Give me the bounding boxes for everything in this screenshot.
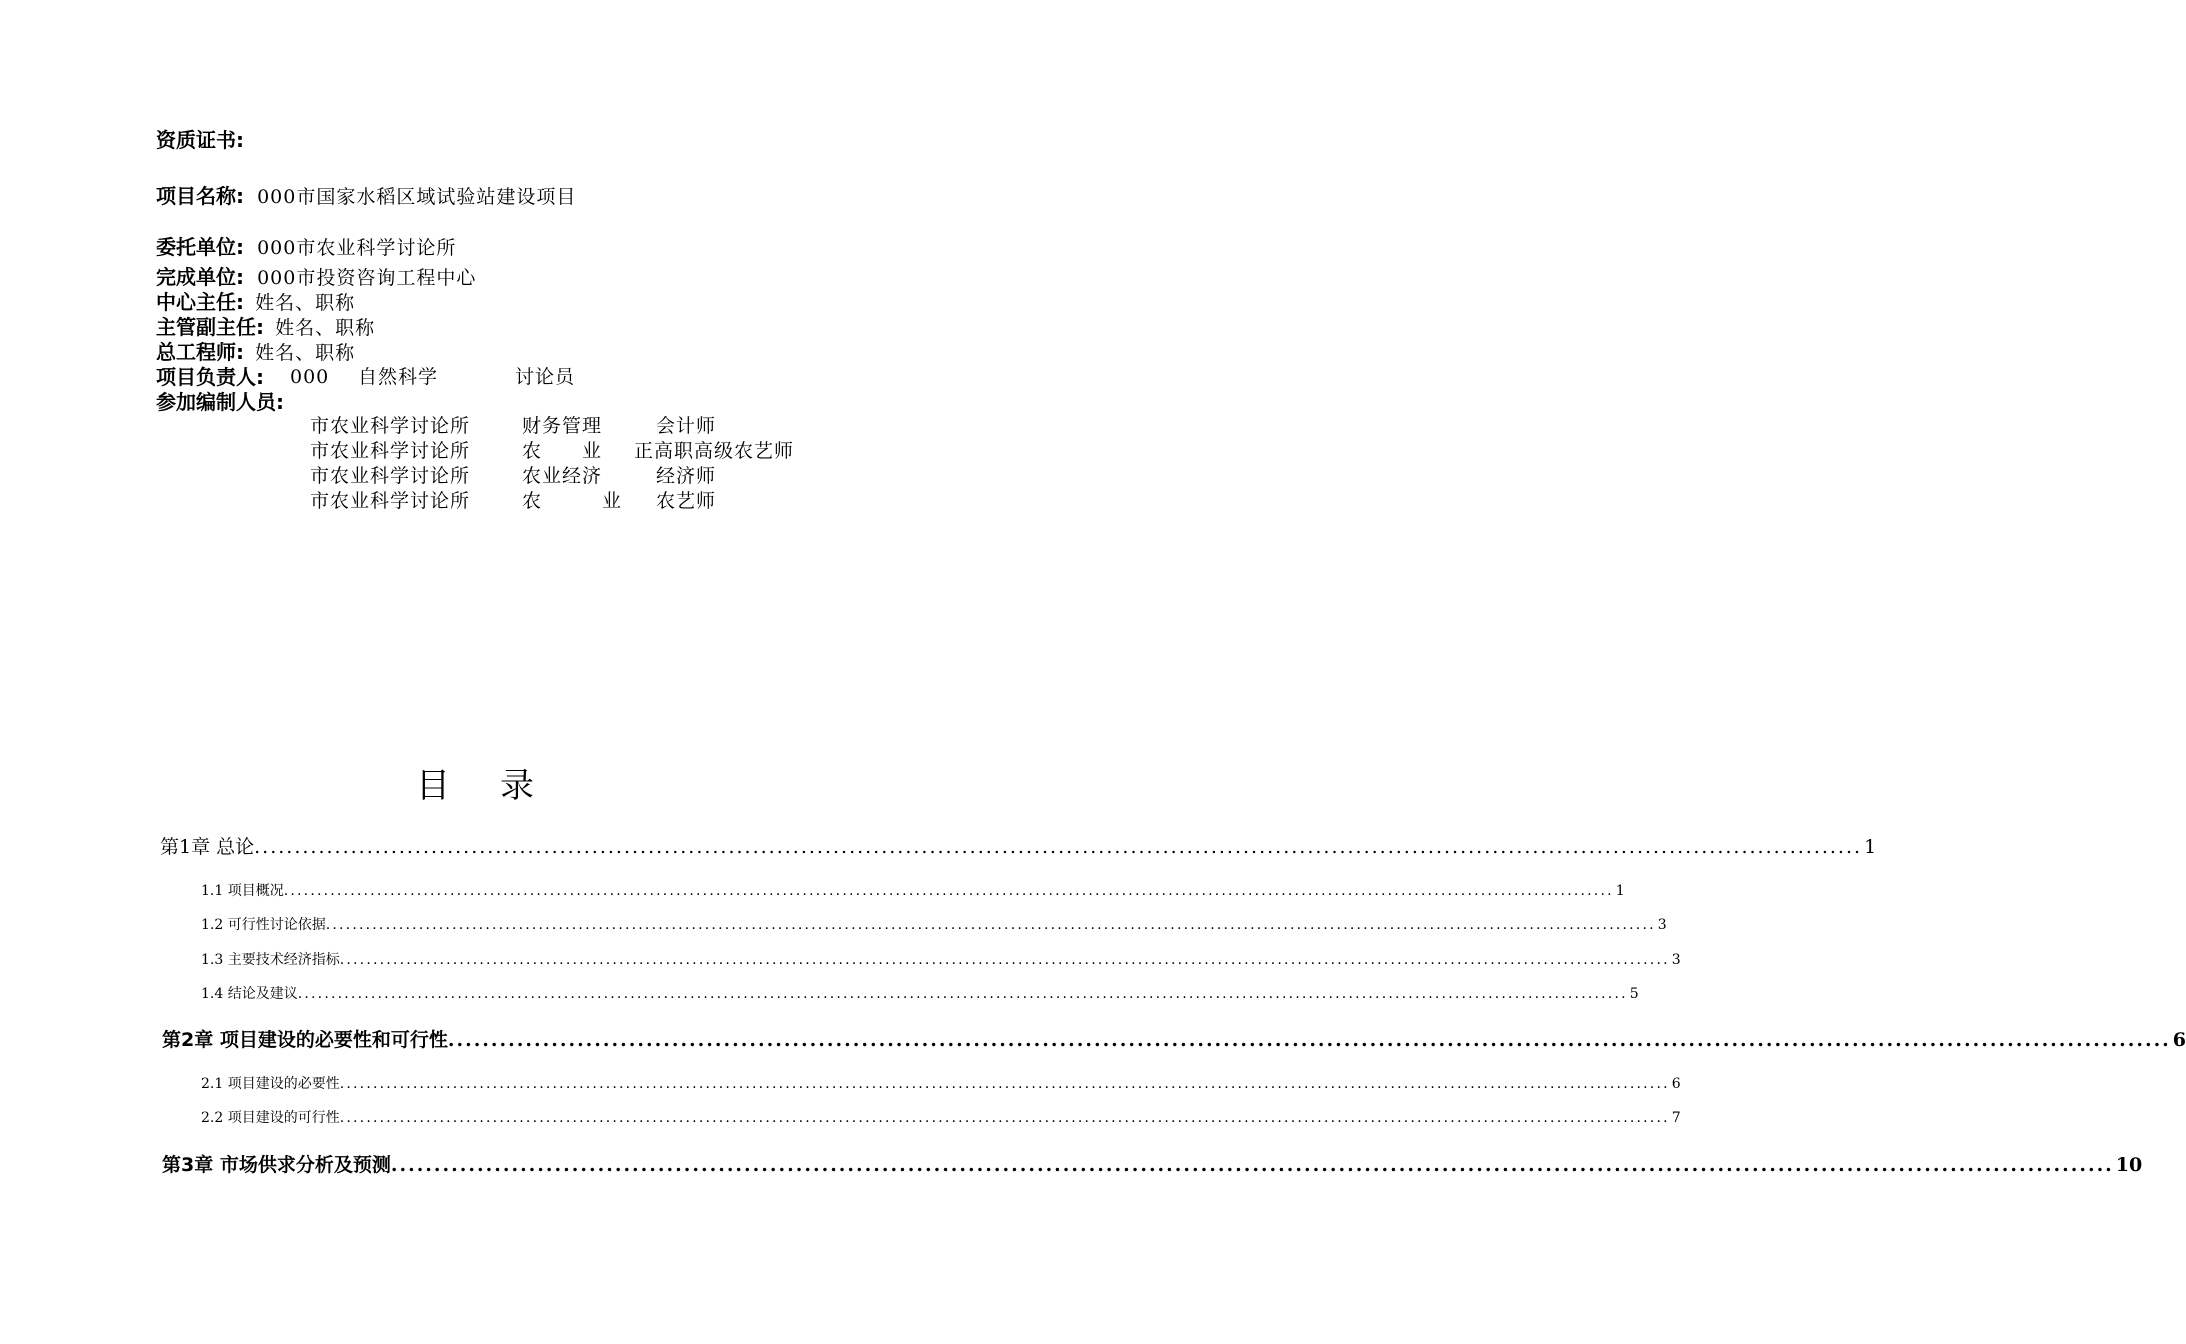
director-label: 中心主任: [156,290,244,314]
lead-label: 项目负责人: [156,365,264,389]
chief-engineer-value: 姓名、职称 [255,342,356,364]
staff-field: 财务管理 [522,415,603,437]
staff-org: 市农业科学讨论所 [310,440,471,462]
toc-entry-page: 1 [1615,883,1625,899]
toc-entry-chapter-2[interactable] [162,1025,2186,1052]
staff-field: 农 业 [522,490,623,512]
lead-name: 000 [290,366,330,388]
toc-entry-page: 1 [1864,836,1877,858]
executor-line [156,263,476,291]
toc-entry-text: 第2章 项目建设的必要性和可行性 [162,1029,448,1051]
toc-entry-section-1-4[interactable] [201,983,1639,1003]
staff-title: 经济师 [656,465,717,487]
client-value: 000市农业科学讨论所 [257,237,457,259]
toc-leader-dots: ........................................................................................................................................................................................................ [339,1110,1670,1126]
lead-title: 讨论员 [515,366,576,388]
toc-leader-dots: ........................................................................................................................................................................................................ [339,1076,1670,1092]
staff-title: 会计师 [656,415,717,437]
toc-entry-text: 1.4 结论及建议 [201,986,298,1002]
toc-entry-section-1-3[interactable] [201,949,1681,969]
toc-entry-section-1-2[interactable] [201,914,1667,934]
toc-entry-page: 6 [1671,1076,1681,1092]
project-name-label: 项目名称: [156,184,244,208]
toc-entry-section-2-2[interactable] [201,1107,1681,1127]
toc-entry-page: 3 [1657,917,1667,933]
project-name-value: 000市国家水稻区域试验站建设项目 [257,186,577,208]
toc-entry-text: 2.1 项目建设的必要性 [201,1076,340,1092]
toc-leader-dots: ........................................................................................................................................................................................................ [339,952,1670,968]
toc-entry-section-2-1[interactable] [201,1073,1681,1093]
staff-org: 市农业科学讨论所 [310,415,471,437]
staff-org: 市农业科学讨论所 [310,465,471,487]
toc-entry-text: 第1章 总论 [160,836,255,858]
toc-entry-text: 第3章 市场供求分析及预测 [162,1154,391,1176]
toc-leader-dots: ........................................................................................................................................................................................................ [297,986,1628,1002]
lead-field: 自然科学 [358,366,439,388]
toc-entry-section-1-1[interactable] [201,880,1625,900]
toc-entry-page: 5 [1629,986,1639,1002]
toc-title: 目录 [416,766,584,806]
deputy-value: 姓名、职称 [275,317,376,339]
staff-title: 正高职高级农艺师 [634,440,795,462]
toc-leader-dots: ........................................................................................................................................................................................................ [254,836,1863,858]
lead-line [156,363,576,391]
toc-entry-text: 1.2 可行性讨论依据 [201,917,326,933]
qualification-label: 资质证书: [156,128,244,152]
toc-leader-dots: ........................................................................................................................................................................................................ [390,1154,2114,1176]
staff-label-line [156,388,284,416]
staff-label: 参加编制人员: [156,390,284,414]
toc-entry-page: 6 [2172,1029,2186,1051]
toc-entry-page: 10 [2115,1154,2143,1176]
staff-field: 农 业 [522,440,603,462]
toc-entry-chapter-3[interactable] [162,1150,2143,1177]
director-value: 姓名、职称 [255,292,356,314]
toc-entry-text: 1.1 项目概况 [201,883,284,899]
chief-engineer-label: 总工程师: [156,340,244,364]
client-line [156,233,456,261]
toc-leader-dots: ........................................................................................................................................................................................................ [283,883,1614,899]
project-name-line [156,182,576,210]
executor-label: 完成单位: [156,265,244,289]
client-label: 委托单位: [156,235,244,259]
toc-entry-page: 7 [1671,1110,1681,1126]
chief-engineer-line [156,338,355,366]
staff-field: 农业经济 [522,465,603,487]
toc-entry-page: 3 [1671,952,1681,968]
toc-entry-text: 1.3 主要技术经济指标 [201,952,340,968]
toc-entry-text: 2.2 项目建设的可行性 [201,1110,340,1126]
qualification-line [156,126,244,154]
director-line [156,288,355,316]
deputy-label: 主管副主任: [156,315,264,339]
toc-entry-chapter-1[interactable] [160,832,1877,859]
executor-value: 000市投资咨询工程中心 [257,267,477,289]
toc-leader-dots: ........................................................................................................................................................................................................ [325,917,1656,933]
toc-leader-dots: ........................................................................................................................................................................................................ [447,1029,2171,1051]
deputy-line [156,313,375,341]
staff-title: 农艺师 [656,490,717,512]
staff-org: 市农业科学讨论所 [310,490,471,512]
